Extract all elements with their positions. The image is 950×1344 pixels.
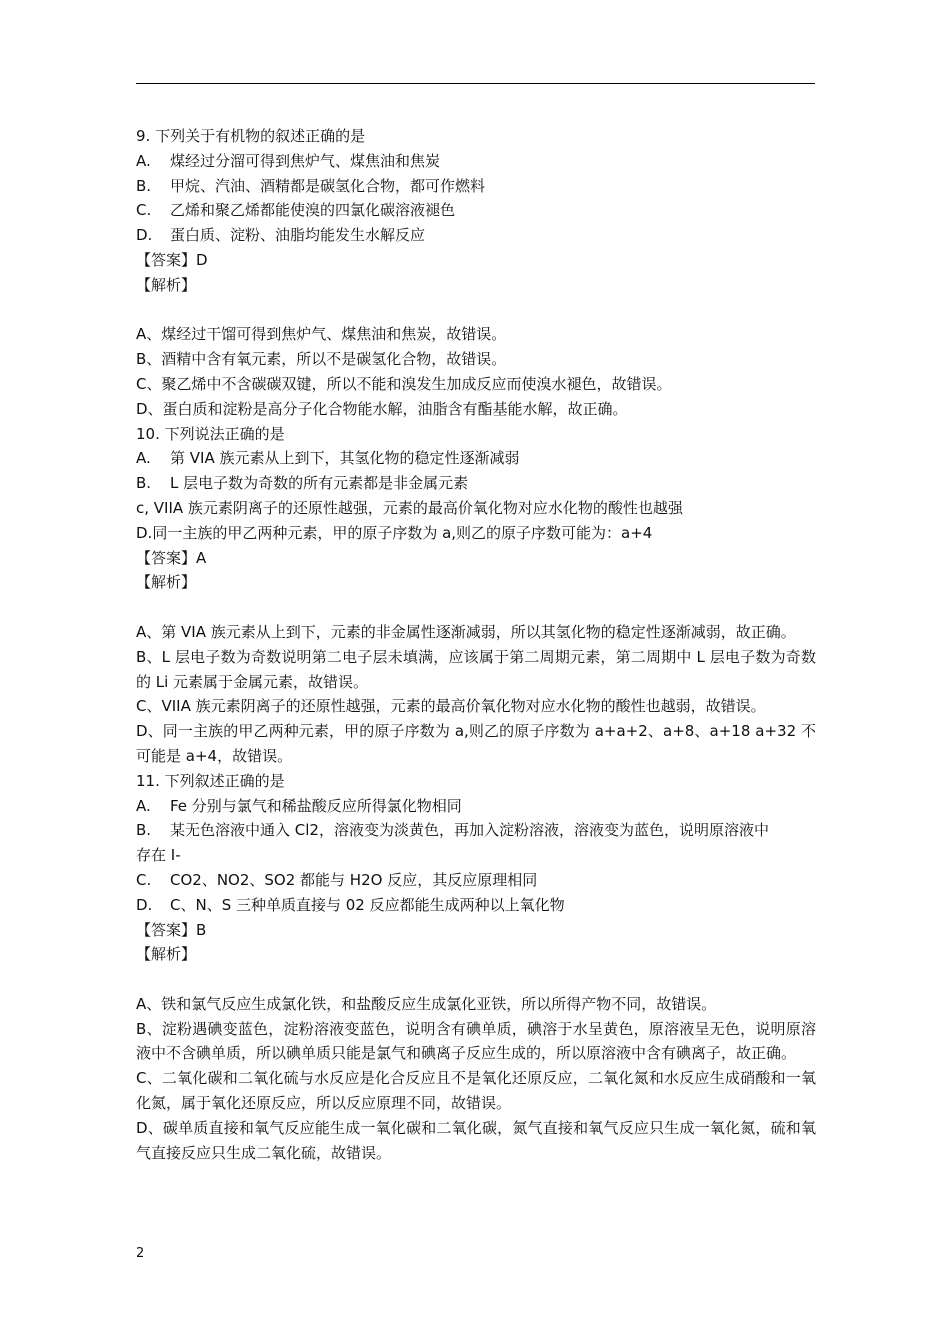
q11-analysis-d: D、碳单质直接和氧气反应能生成一氧化碳和二氧化碳，氮气直接和氧气反应只生成一氧化氮，硫和氧气直接反应只生成二氧化硫，故错误。 bbox=[136, 1118, 816, 1162]
spacer bbox=[136, 967, 816, 992]
q11-option-c: C. CO2、NO2、SO2 都能与 H2O 反应，其反应原理相同 bbox=[136, 870, 538, 889]
page-number: 2 bbox=[136, 1246, 145, 1261]
q9-analysis-a: A、煤经过干馏可得到焦炉气、煤焦油和焦炭，故错误。 bbox=[136, 325, 507, 344]
q10-stem: 10. 下列说法正确的是 bbox=[136, 424, 285, 443]
q9-option-d: D. 蛋白质、淀粉、油脂均能发生水解反应 bbox=[136, 226, 426, 245]
q10-answer: 【答案】A bbox=[136, 548, 207, 567]
q11-option-b: B. 某无色溶液中通入 Cl2，溶液变为淡黄色，再加入淀粉溶液，溶液变为蓝色，说明原溶液中 bbox=[136, 821, 769, 840]
q9-answer: 【答案】D bbox=[136, 250, 208, 269]
q9-analysis-c: C、聚乙烯中不含碳碳双键，所以不能和溴发生加成反应而使溴水褪色，故错误。 bbox=[136, 374, 672, 393]
q10-option-c: c, VIIA 族元素阴离子的还原性越强，元素的最高价氧化物对应水化物的酸性也越强 bbox=[136, 498, 683, 517]
q10-option-d: D.同一主族的甲乙两种元素，甲的原子序数为 a,则乙的原子序数可能为：a+4 bbox=[136, 523, 653, 542]
q11-option-a: A. Fe 分别与氯气和稀盐酸反应所得氯化物相同 bbox=[136, 796, 462, 815]
q9-stem: 9. 下列关于有机物的叙述正确的是 bbox=[136, 127, 366, 145]
q9-option-a: A. 煤经过分溜可得到焦炉气、煤焦油和焦炭 bbox=[136, 151, 441, 170]
q9-option-c: C. 乙烯和聚乙烯都能使溴的四氯化碳溶液褪色 bbox=[136, 201, 456, 220]
q10-analysis-d: D、同一主族的甲乙两种元素，甲的原子序数为 a,则乙的原子序数为 a+a+2、a+8、a+18 a+32 不可能是 a+4，故错误。 bbox=[136, 722, 816, 765]
q9-analysis-d: D、蛋白质和淀粉是高分子化合物能水解，油脂含有酯基能水解，故正确。 bbox=[136, 399, 628, 418]
q10-analysis-b: B、L 层电子数为奇数说明第二电子层未填满，应该属于第二周期元素，第二周期中 L 层电子数为奇数的 Li 元素属于金属元素，故错误。 bbox=[136, 647, 816, 691]
q10-analysis-label: 【解析】 bbox=[136, 573, 197, 592]
q10-analysis-c: C、VIIA 族元素阴离子的还原性越强，元素的最高价氧化物对应水化物的酸性也越弱，故错误。 bbox=[136, 697, 766, 716]
q11-analysis-b: B、淀粉遇碘变蓝色，淀粉溶液变蓝色，说明含有碘单质，碘溶于水呈黄色，原溶液呈无色，说明原溶液中不含碘单质，所以碘单质只能是氯气和碘离子反应生成的，所以原溶液中含有碘离子，故正确。 bbox=[136, 1019, 816, 1063]
q10-option-b: B. L 层电子数为奇数的所有元素都是非金属元素 bbox=[136, 474, 469, 493]
q10-option-a: A. 第 VIA 族元素从上到下，其氢化物的稳定性逐渐减弱 bbox=[136, 449, 520, 468]
q11-option-b-continued: 存在 I- bbox=[136, 846, 181, 865]
q11-analysis-c: C、二氧化碳和二氧化硫与水反应是化合反应且不是氧化还原反应，二氧化氮和水反应生成硝酸和一氧化氮，属于氧化还原反应，所以反应原理不同，故错误。 bbox=[136, 1069, 816, 1113]
q9-analysis-b: B、酒精中含有氧元素，所以不是碳氢化合物，故错误。 bbox=[136, 350, 507, 369]
q9-analysis-label: 【解析】 bbox=[136, 275, 197, 294]
header-rule bbox=[136, 83, 815, 84]
q11-stem: 11. 下列叙述正确的是 bbox=[136, 771, 285, 790]
page-content bbox=[136, 124, 816, 1165]
spacer bbox=[136, 595, 816, 620]
q11-analysis-label: 【解析】 bbox=[136, 945, 197, 964]
q11-analysis-a: A、铁和氯气反应生成氯化铁，和盐酸反应生成氯化亚铁，所以所得产物不同，故错误。 bbox=[136, 994, 717, 1013]
spacer bbox=[136, 298, 816, 323]
q10-analysis-a: A、第 VIA 族元素从上到下，元素的非金属性逐渐减弱，所以其氢化物的稳定性逐渐减弱，故正确。 bbox=[136, 622, 796, 641]
q11-answer: 【答案】B bbox=[136, 920, 207, 939]
q9-option-b: B. 甲烷、汽油、酒精都是碳氢化合物，都可作燃料 bbox=[136, 176, 486, 195]
q11-option-d: D. C、N、S 三种单质直接与 02 反应都能生成两种以上氧化物 bbox=[136, 895, 565, 914]
